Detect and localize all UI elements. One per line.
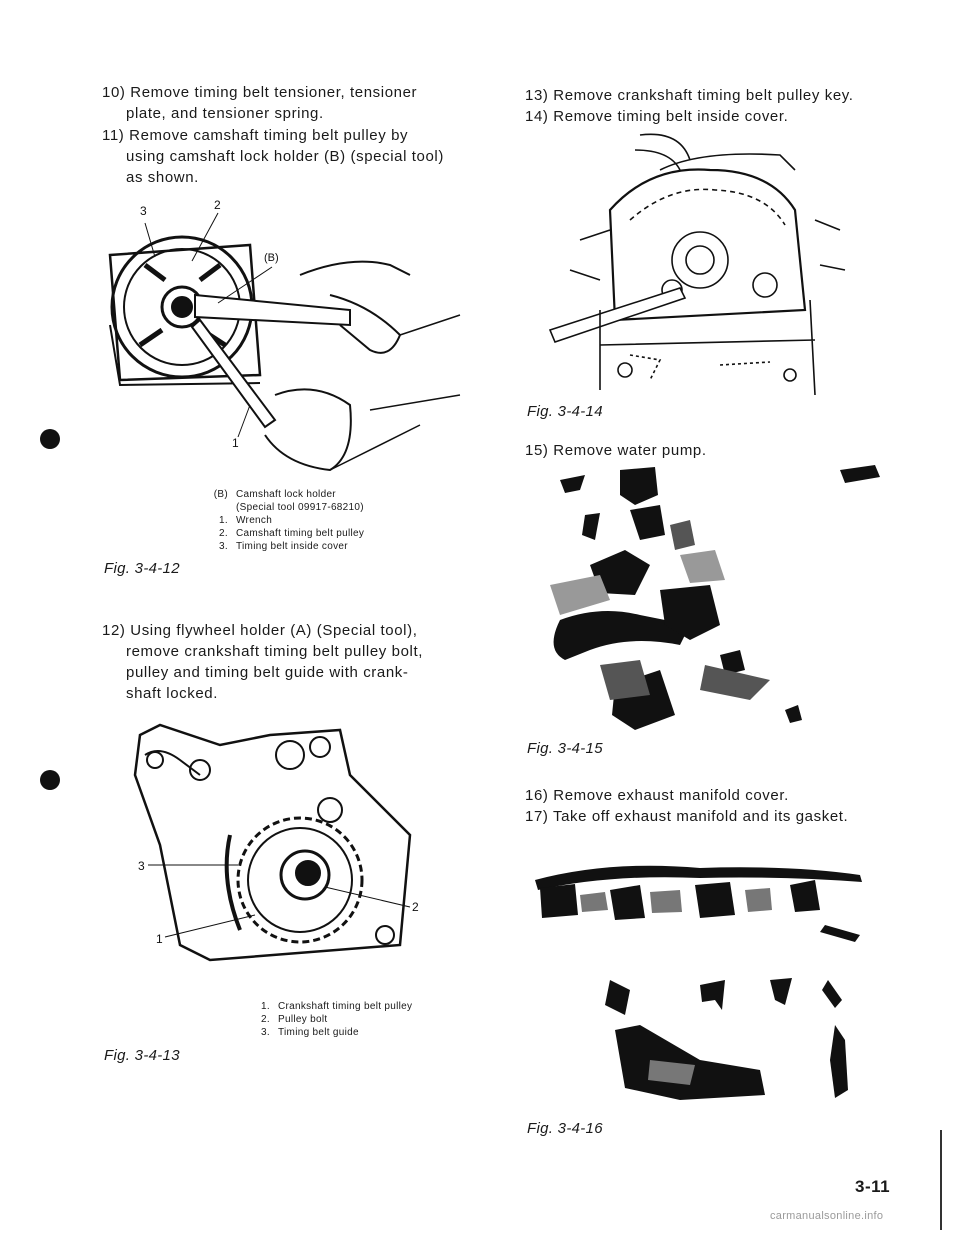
step-number: 11): [102, 127, 125, 144]
page-edge-rule: [940, 1130, 942, 1230]
step-text: Remove exhaust manifold cover.: [553, 787, 789, 804]
fig-3-4-15-label: Fig. 3-4-15: [527, 740, 603, 757]
step-12: [102, 620, 472, 704]
step-text: Remove camshaft timing belt pulley by: [129, 127, 409, 144]
legend-key: 1.: [219, 515, 228, 526]
step-text: Remove timing belt tensioner, tensioner: [130, 84, 418, 101]
step-text-continued: using camshaft lock holder (B) (special tool): [126, 148, 444, 165]
callout-3: 3: [140, 204, 147, 218]
water-pump-photo: [540, 465, 890, 740]
timing-belt-inside-cover-illustration: [540, 130, 860, 405]
fig-3-4-12-label: Fig. 3-4-12: [104, 560, 180, 577]
legend-text: Camshaft timing belt pulley: [236, 528, 365, 539]
legend-key: 2.: [219, 528, 228, 539]
fig-3-4-14-label: Fig. 3-4-14: [527, 403, 603, 420]
legend-text: Pulley bolt: [278, 1014, 328, 1025]
fig-3-4-13-label: Fig. 3-4-13: [104, 1047, 180, 1064]
step-16: [525, 785, 925, 806]
step-text: Remove timing belt inside cover.: [553, 108, 789, 125]
step-15: [525, 440, 925, 461]
legend-text: Wrench: [236, 515, 273, 526]
callout-b: (B): [264, 252, 279, 264]
binder-hole-bottom: [40, 770, 60, 790]
step-number: 13): [525, 87, 549, 104]
camshaft-pulley-illustration: [100, 195, 480, 485]
fig-12-legend: [208, 488, 364, 553]
legend-row: [208, 488, 364, 501]
step-text: Take off exhaust manifold and its gasket.: [552, 808, 849, 825]
legend-row: [250, 1026, 412, 1039]
legend-row: [208, 501, 364, 514]
step-13: [525, 85, 925, 106]
callout-3: 3: [138, 859, 145, 873]
callout-2: 2: [214, 198, 221, 212]
legend-row: [208, 514, 364, 527]
step-text-continued: pulley and timing belt guide with crank-: [126, 664, 409, 681]
legend-key: 2.: [261, 1014, 270, 1025]
callout-2: 2: [412, 900, 419, 914]
step-text: Using flywheel holder (A) (Special tool),: [130, 622, 418, 639]
step-number: 14): [525, 108, 549, 125]
fig-3-4-16-label: Fig. 3-4-16: [527, 1120, 603, 1137]
exhaust-manifold-photo: [530, 840, 890, 1115]
step-number: 10): [102, 84, 126, 101]
legend-text: Timing belt inside cover: [236, 541, 348, 552]
step-text-continued: plate, and tensioner spring.: [126, 105, 324, 122]
legend-key: 3.: [261, 1027, 270, 1038]
watermark-text: carmanualsonline.info: [770, 1210, 884, 1222]
legend-key: 1.: [261, 1001, 270, 1012]
crankshaft-pulley-illustration: [120, 715, 430, 985]
legend-text: Timing belt guide: [278, 1027, 359, 1038]
legend-key: 3.: [219, 541, 228, 552]
legend-row: [208, 527, 364, 540]
legend-row: [250, 1013, 412, 1026]
legend-key: [208, 501, 236, 514]
binder-hole-top: [40, 429, 60, 449]
step-number: 15): [525, 442, 549, 459]
step-11: [102, 125, 472, 188]
step-text: Remove crankshaft timing belt pulley key.: [553, 87, 854, 104]
legend-key: (B): [213, 489, 228, 500]
legend-row: [208, 540, 364, 553]
legend-text: (Special tool 09917-68210): [236, 502, 364, 513]
step-text-continued: as shown.: [126, 169, 199, 186]
legend-text: Camshaft lock holder: [236, 489, 336, 500]
step-14: [525, 106, 925, 127]
page-number: 3-11: [855, 1177, 891, 1196]
step-number: 12): [102, 622, 126, 639]
step-17: [525, 806, 925, 827]
legend-row: [250, 1000, 412, 1013]
step-text: Remove water pump.: [553, 442, 707, 459]
fig-13-legend: [250, 1000, 412, 1039]
legend-text: Crankshaft timing belt pulley: [278, 1001, 413, 1012]
step-text-continued: shaft locked.: [126, 685, 219, 702]
callout-1: 1: [156, 932, 163, 946]
step-number: 16): [525, 787, 549, 804]
step-10: [102, 82, 472, 124]
step-number: 17): [525, 808, 549, 825]
step-text-continued: remove crankshaft timing belt pulley bolt,: [126, 643, 423, 660]
callout-1: 1: [232, 436, 239, 450]
